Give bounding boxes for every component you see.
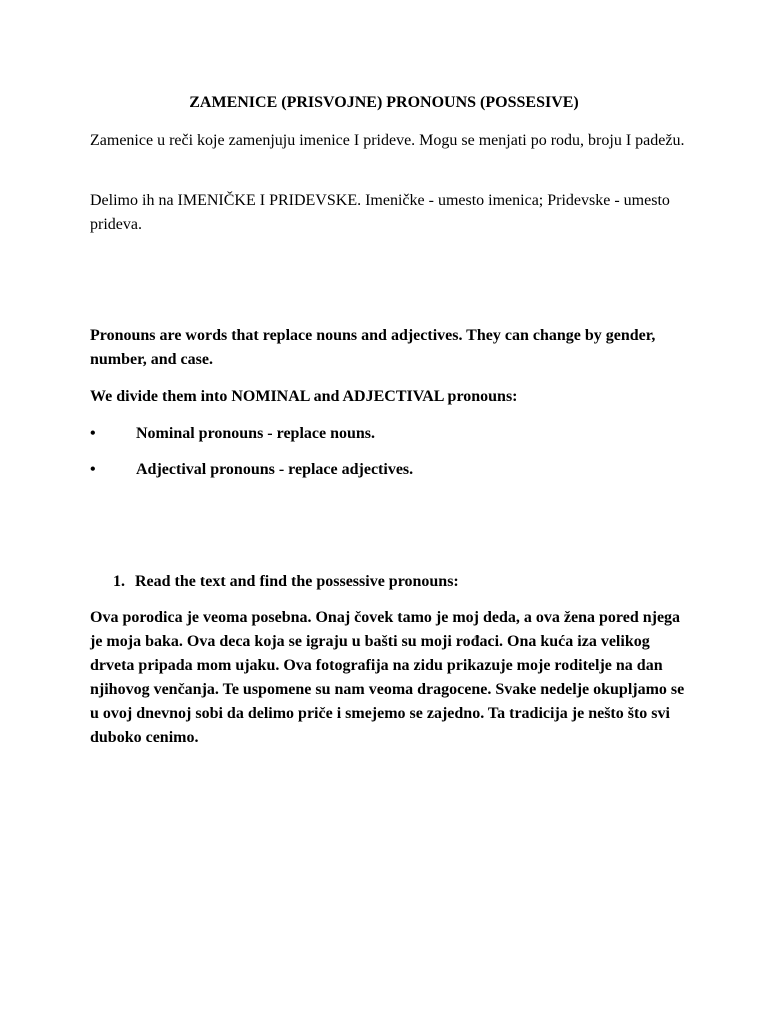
english-paragraph-definition: Pronouns are words that replace nouns and adjectives. They can change by gender, number, and case.: [90, 327, 656, 368]
page-title: ZAMENICE (PRISVOJNE) PRONOUNS (POSSESIVE): [189, 94, 579, 111]
task-number: 1.: [113, 573, 125, 590]
serbian-paragraph-definition: Zamenice u reči koje zamenjuju imenice I prideve. Mogu se menjati po rodu, broju I padežu.: [90, 132, 685, 149]
task-reading-text: Ova porodica je veoma posebna. Onaj čovek tamo je moj deda, a ova žena pored njega je moja baka. Ova deca koja se igraju u bašti su moji rođaci. Ona kuća iza velikog drveta pripada mom ujaku. Ova fotografija na zidu prikazuje moje roditelje na dan njihovog venčanja. Te uspomene su nam veoma dragocene. Svake nedelje okupljamo se u ovoj dnevnoj sobi da delimo priče i smejemo se zajedno. Ta tradicija je nešto što svi duboko cenimo.: [90, 609, 685, 746]
task-heading: [113, 570, 459, 594]
serbian-paragraph-division: Delimo ih na IMENIČKE I PRIDEVSKE. Imeničke - umesto imenica; Pridevske - umesto prideva.: [90, 192, 670, 233]
bullet-text: Adjectival pronouns - replace adjectives.: [136, 461, 414, 478]
task-instruction: Read the text and find the possessive pronouns:: [135, 573, 459, 590]
bullet-icon: •: [90, 425, 96, 442]
bullet-icon: •: [90, 461, 96, 478]
english-paragraph-division: We divide them into NOMINAL and ADJECTIVAL pronouns:: [90, 388, 518, 405]
bullet-text: Nominal pronouns - replace nouns.: [136, 425, 376, 442]
